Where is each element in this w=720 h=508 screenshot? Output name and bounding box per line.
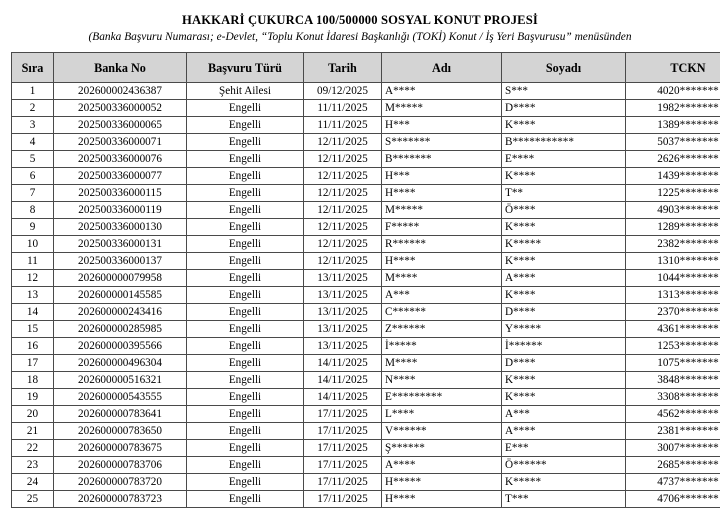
cell-adi: E********* (382, 389, 502, 406)
cell-basvuru-turu: Engelli (187, 338, 304, 355)
cell-sira: 23 (12, 457, 54, 474)
cell-tarih: 17/11/2025 (304, 440, 382, 457)
cell-adi: Ş****** (382, 440, 502, 457)
table-row (12, 100, 720, 117)
table-row (12, 219, 720, 236)
cell-tckn: 1075******* (626, 355, 720, 372)
column-header-sira: Sıra (12, 53, 54, 83)
cell-basvuru-turu: Engelli (187, 423, 304, 440)
cell-sira: 21 (12, 423, 54, 440)
table-header (12, 53, 720, 83)
cell-banka-no: 202600000516321 (54, 372, 187, 389)
cell-tarih: 12/11/2025 (304, 151, 382, 168)
cell-banka-no: 202500336000052 (54, 100, 187, 117)
cell-basvuru-turu: Engelli (187, 321, 304, 338)
cell-sira: 12 (12, 270, 54, 287)
column-header-tarih: Tarih (304, 53, 382, 83)
cell-adi: A**** (382, 83, 502, 100)
cell-tckn: 2381******* (626, 423, 720, 440)
cell-sira: 15 (12, 321, 54, 338)
table-header-row (12, 53, 720, 83)
table-row (12, 406, 720, 423)
cell-tckn: 1044******* (626, 270, 720, 287)
cell-tarih: 12/11/2025 (304, 185, 382, 202)
cell-sira: 2 (12, 100, 54, 117)
cell-adi: İ***** (382, 338, 502, 355)
cell-soyadi: K***** (502, 236, 626, 253)
cell-soyadi: K**** (502, 372, 626, 389)
cell-soyadi: Ö**** (502, 202, 626, 219)
cell-adi: A**** (382, 457, 502, 474)
cell-tckn: 4562******* (626, 406, 720, 423)
cell-tckn: 1389******* (626, 117, 720, 134)
cell-basvuru-turu: Engelli (187, 202, 304, 219)
cell-banka-no: 202500336000065 (54, 117, 187, 134)
cell-tarih: 13/11/2025 (304, 287, 382, 304)
cell-tckn: 2370******* (626, 304, 720, 321)
cell-basvuru-turu: Engelli (187, 168, 304, 185)
cell-tarih: 13/11/2025 (304, 321, 382, 338)
cell-soyadi: Ö****** (502, 457, 626, 474)
table-row (12, 168, 720, 185)
cell-tckn: 3007******* (626, 440, 720, 457)
cell-tarih: 09/12/2025 (304, 83, 382, 100)
cell-tarih: 13/11/2025 (304, 270, 382, 287)
cell-basvuru-turu: Engelli (187, 406, 304, 423)
cell-adi: N**** (382, 372, 502, 389)
cell-banka-no: 202600000783723 (54, 491, 187, 508)
cell-basvuru-turu: Engelli (187, 457, 304, 474)
table-row (12, 134, 720, 151)
cell-basvuru-turu: Engelli (187, 304, 304, 321)
cell-tckn: 4737******* (626, 474, 720, 491)
cell-sira: 3 (12, 117, 54, 134)
cell-soyadi: D**** (502, 100, 626, 117)
column-header-basvuru-turu: Başvuru Türü (187, 53, 304, 83)
cell-tckn: 1253******* (626, 338, 720, 355)
cell-adi: R****** (382, 236, 502, 253)
cell-tarih: 12/11/2025 (304, 253, 382, 270)
table-row (12, 253, 720, 270)
cell-adi: H**** (382, 185, 502, 202)
cell-tarih: 17/11/2025 (304, 457, 382, 474)
cell-sira: 16 (12, 338, 54, 355)
column-header-adi: Adı (382, 53, 502, 83)
cell-soyadi: K**** (502, 168, 626, 185)
column-header-banka-no: Banka No (54, 53, 187, 83)
table-row (12, 491, 720, 508)
cell-adi: M**** (382, 355, 502, 372)
cell-banka-no: 202500336000076 (54, 151, 187, 168)
cell-soyadi: A*** (502, 406, 626, 423)
cell-basvuru-turu: Engelli (187, 372, 304, 389)
cell-adi: H**** (382, 491, 502, 508)
cell-soyadi: A**** (502, 270, 626, 287)
cell-tarih: 12/11/2025 (304, 134, 382, 151)
cell-soyadi: B*********** (502, 134, 626, 151)
cell-tarih: 12/11/2025 (304, 236, 382, 253)
cell-basvuru-turu: Engelli (187, 185, 304, 202)
cell-banka-no: 202600002436387 (54, 83, 187, 100)
cell-tckn: 3848******* (626, 372, 720, 389)
table-row (12, 270, 720, 287)
table-row (12, 304, 720, 321)
cell-adi: Z****** (382, 321, 502, 338)
table-row (12, 338, 720, 355)
cell-basvuru-turu: Engelli (187, 100, 304, 117)
cell-banka-no: 202500336000071 (54, 134, 187, 151)
cell-tarih: 12/11/2025 (304, 202, 382, 219)
cell-banka-no: 202600000783675 (54, 440, 187, 457)
cell-banka-no: 202500336000131 (54, 236, 187, 253)
table-row (12, 287, 720, 304)
cell-tarih: 14/11/2025 (304, 372, 382, 389)
table-row (12, 457, 720, 474)
table-row (12, 423, 720, 440)
cell-adi: M***** (382, 202, 502, 219)
cell-basvuru-turu: Engelli (187, 134, 304, 151)
table-row (12, 355, 720, 372)
cell-soyadi: S*** (502, 83, 626, 100)
cell-sira: 4 (12, 134, 54, 151)
cell-tckn: 3308******* (626, 389, 720, 406)
cell-banka-no: 202500336000137 (54, 253, 187, 270)
applicants-table (11, 52, 720, 508)
cell-banka-no: 202600000783650 (54, 423, 187, 440)
cell-sira: 22 (12, 440, 54, 457)
title-block (11, 0, 709, 45)
cell-tckn: 1439******* (626, 168, 720, 185)
cell-sira: 18 (12, 372, 54, 389)
cell-sira: 11 (12, 253, 54, 270)
cell-sira: 17 (12, 355, 54, 372)
cell-adi: A*** (382, 287, 502, 304)
cell-tarih: 17/11/2025 (304, 474, 382, 491)
cell-tarih: 13/11/2025 (304, 304, 382, 321)
cell-basvuru-turu: Engelli (187, 236, 304, 253)
cell-basvuru-turu: Engelli (187, 287, 304, 304)
cell-sira: 8 (12, 202, 54, 219)
cell-soyadi: İ****** (502, 338, 626, 355)
cell-adi: M***** (382, 100, 502, 117)
table-row (12, 185, 720, 202)
cell-tarih: 17/11/2025 (304, 406, 382, 423)
cell-sira: 24 (12, 474, 54, 491)
cell-adi: H*** (382, 117, 502, 134)
cell-tckn: 2685******* (626, 457, 720, 474)
table-body (12, 83, 720, 508)
cell-soyadi: K**** (502, 117, 626, 134)
cell-sira: 20 (12, 406, 54, 423)
cell-tckn: 4706******* (626, 491, 720, 508)
cell-tckn: 4361******* (626, 321, 720, 338)
cell-banka-no: 202600000496304 (54, 355, 187, 372)
cell-adi: H***** (382, 474, 502, 491)
cell-adi: M**** (382, 270, 502, 287)
cell-tarih: 11/11/2025 (304, 117, 382, 134)
cell-basvuru-turu: Engelli (187, 355, 304, 372)
table-row (12, 474, 720, 491)
cell-basvuru-turu: Engelli (187, 474, 304, 491)
cell-basvuru-turu: Engelli (187, 219, 304, 236)
cell-adi: L**** (382, 406, 502, 423)
cell-basvuru-turu: Engelli (187, 117, 304, 134)
cell-tckn: 1313******* (626, 287, 720, 304)
cell-banka-no: 202500336000077 (54, 168, 187, 185)
cell-tckn: 2382******* (626, 236, 720, 253)
cell-tarih: 17/11/2025 (304, 491, 382, 508)
cell-soyadi: D**** (502, 304, 626, 321)
cell-soyadi: K**** (502, 287, 626, 304)
cell-basvuru-turu: Şehit Ailesi (187, 83, 304, 100)
cell-soyadi: T** (502, 185, 626, 202)
cell-tckn: 1982******* (626, 100, 720, 117)
cell-adi: H*** (382, 168, 502, 185)
cell-tarih: 14/11/2025 (304, 389, 382, 406)
cell-banka-no: 202500336000130 (54, 219, 187, 236)
cell-banka-no: 202500336000115 (54, 185, 187, 202)
cell-soyadi: E*** (502, 440, 626, 457)
table-row (12, 236, 720, 253)
table-row (12, 83, 720, 100)
cell-banka-no: 202600000243416 (54, 304, 187, 321)
cell-tarih: 13/11/2025 (304, 338, 382, 355)
cell-sira: 9 (12, 219, 54, 236)
cell-basvuru-turu: Engelli (187, 491, 304, 508)
column-header-soyadi: Soyadı (502, 53, 626, 83)
cell-banka-no: 202600000285985 (54, 321, 187, 338)
table-row (12, 117, 720, 134)
table-row (12, 321, 720, 338)
cell-basvuru-turu: Engelli (187, 151, 304, 168)
cell-sira: 10 (12, 236, 54, 253)
cell-sira: 13 (12, 287, 54, 304)
cell-sira: 1 (12, 83, 54, 100)
page-title: HAKKARİ ÇUKURCA 100/500000 SOSYAL KONUT PROJESİ (11, 13, 709, 28)
cell-adi: H**** (382, 253, 502, 270)
cell-tarih: 12/11/2025 (304, 168, 382, 185)
cell-tckn: 1310******* (626, 253, 720, 270)
cell-tckn: 4020******* (626, 83, 720, 100)
cell-soyadi: K**** (502, 389, 626, 406)
cell-soyadi: K***** (502, 474, 626, 491)
cell-tckn: 2626******* (626, 151, 720, 168)
cell-tckn: 1289******* (626, 219, 720, 236)
column-header-tckn: TCKN (626, 53, 720, 83)
cell-tarih: 17/11/2025 (304, 423, 382, 440)
cell-tarih: 11/11/2025 (304, 100, 382, 117)
table-row (12, 372, 720, 389)
table-row (12, 151, 720, 168)
cell-banka-no: 202600000079958 (54, 270, 187, 287)
cell-banka-no: 202600000783641 (54, 406, 187, 423)
cell-tarih: 14/11/2025 (304, 355, 382, 372)
cell-soyadi: T*** (502, 491, 626, 508)
cell-tckn: 5037******* (626, 134, 720, 151)
cell-adi: S******* (382, 134, 502, 151)
cell-soyadi: K**** (502, 219, 626, 236)
cell-tckn: 4903******* (626, 202, 720, 219)
cell-basvuru-turu: Engelli (187, 270, 304, 287)
cell-tckn: 1225******* (626, 185, 720, 202)
cell-soyadi: K**** (502, 253, 626, 270)
cell-sira: 14 (12, 304, 54, 321)
table-row (12, 389, 720, 406)
cell-soyadi: Y***** (502, 321, 626, 338)
cell-basvuru-turu: Engelli (187, 440, 304, 457)
cell-banka-no: 202600000145585 (54, 287, 187, 304)
cell-banka-no: 202600000783706 (54, 457, 187, 474)
table-row (12, 202, 720, 219)
cell-adi: C****** (382, 304, 502, 321)
cell-banka-no: 202600000395566 (54, 338, 187, 355)
cell-soyadi: E**** (502, 151, 626, 168)
cell-soyadi: D**** (502, 355, 626, 372)
cell-banka-no: 202600000543555 (54, 389, 187, 406)
cell-basvuru-turu: Engelli (187, 389, 304, 406)
page-subtitle: (Banka Başvuru Numarası; e-Devlet, “Toplu Konut İdaresi Başkanlığı (TOKİ) Konut / İş Yeri Başvurusu” menüsünden (11, 30, 709, 45)
cell-tarih: 12/11/2025 (304, 219, 382, 236)
cell-banka-no: 202500336000119 (54, 202, 187, 219)
cell-sira: 19 (12, 389, 54, 406)
cell-basvuru-turu: Engelli (187, 253, 304, 270)
cell-adi: B******* (382, 151, 502, 168)
cell-sira: 6 (12, 168, 54, 185)
cell-sira: 7 (12, 185, 54, 202)
cell-adi: V****** (382, 423, 502, 440)
table-row (12, 440, 720, 457)
cell-banka-no: 202600000783720 (54, 474, 187, 491)
cell-adi: F***** (382, 219, 502, 236)
cell-soyadi: A**** (502, 423, 626, 440)
cell-sira: 25 (12, 491, 54, 508)
cell-sira: 5 (12, 151, 54, 168)
